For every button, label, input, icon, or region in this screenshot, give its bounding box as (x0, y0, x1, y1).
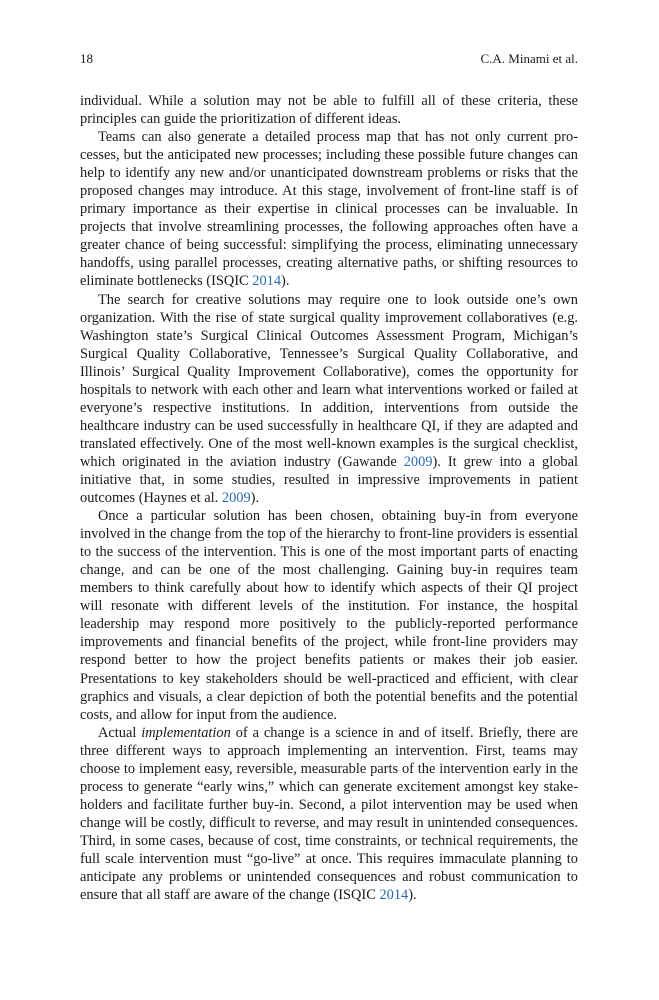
paragraph-1 (80, 92, 578, 128)
paragraph-text: ). (250, 490, 260, 507)
paragraph-text: ). (408, 887, 417, 904)
paragraph-text: Actual (98, 724, 142, 741)
paragraph-text: of a change is a science in and of itself. Briefly, there are three different ways to approach implementing an intervention. First, teams may choose to implement easy, reversible, measurable parts of the intervention early in the process to generate “early wins,” which can generate excitement amongst key stakeholders and facilitate further buy-in. Second, a pilot intervention may be used when change will be costly, difficult to reverse, and may result in unintended consequences. Third, in some cases, because of cost, time constraints, or technical requirements, the full scale intervention must “go-live” at once. This requires immaculate planning to anticipate any problems or unintended consequences and robust communication to ensure that all staff are aware of the change (ISQIC (80, 724, 578, 904)
body-text (80, 92, 578, 904)
document-page (80, 50, 578, 904)
paragraph-text: Teams can also generate a detailed process map that has not only current processes, but the anticipated new processes; including these possible future changes can help to identify any new and/or unanticipated downstream problems or risks that the proposed changes may introduce. At this stage, involvement of front-line staff is of primary importance as their expertise in clinical processes can be invaluable. In projects that involve streamlining processes, the following approaches often have a greater chance of being successful: simplifying the process, eliminating unnecessary handoffs, using parallel processes, creating alternative paths, or shifting resources to eliminate bottlenecks (ISQIC (80, 129, 578, 290)
paragraph-text: ). It grew into a global initiative that, in some studies, resulted in impressive improvements in patient outcomes (Haynes et al. (80, 453, 578, 507)
paragraph-text: individual. While a solution may not be able to fulfill all of these criteria, these principles can guide the prioritization of different ideas. (80, 93, 578, 128)
page-number: 18 (80, 51, 93, 66)
citation-year[interactable]: 2009 (403, 453, 433, 470)
paragraph-text: The search for creative solutions may require one to look outside one’s own organization. With the rise of state surgical quality improvement collaboratives (e.g. Washington state’s Surgical Clinical Outcomes Assessment Program, Michigan’s Surgical Quality Collaborative, Tennessee’s Surgical Quality Collaborative, and Illinois’ Surgical Quality Improvement Collaborative), comes the opportunity for hospitals to network with each other and learn what interventions worked or failed at everyone’s respective institutions. In addition, interventions from outside the healthcare industry can be used successfully in healthcare QI, if they are adapted and translated effectively. One of the most well-known examples is the surgical checklist, which originated in the aviation industry (Gawande (80, 291, 578, 470)
paragraph-3 (80, 291, 578, 508)
running-head (80, 50, 578, 68)
citation-year[interactable]: 2014 (379, 887, 409, 904)
paragraph-4 (80, 507, 578, 724)
citation-year[interactable]: 2014 (252, 273, 282, 290)
running-head-authors: C.A. Minami et al. (480, 51, 578, 66)
paragraph-text: ). (281, 273, 290, 290)
emphasized-term: implementation (141, 724, 231, 741)
paragraph-text: Once a particular solution has been chosen, obtaining buy-in from everyone involved in the change from the top of the hierarchy to front-line providers is essential to the success of the intervention. This is one of the most important parts of enacting change, and can be one of the most challenging. Gaining buy-in requires team members to think carefully about how to identify which aspects of their QI project will resonate with different levels of the institution. For instance, the hospital leadership may respond more positively to the publicly-reported performance improvements and financial benefits of the project, while front-line providers may respond better to how the project benefits patients or makes their job easier. Presentations to key stakeholders should be well-practiced and efficient, with clear graphics and visuals, a clear depiction of both the potential benefits and the potential costs, and allow for input from the audience. (80, 508, 578, 723)
paragraph-5 (80, 724, 578, 904)
paragraph-2 (80, 128, 578, 290)
citation-year[interactable]: 2009 (221, 490, 251, 507)
